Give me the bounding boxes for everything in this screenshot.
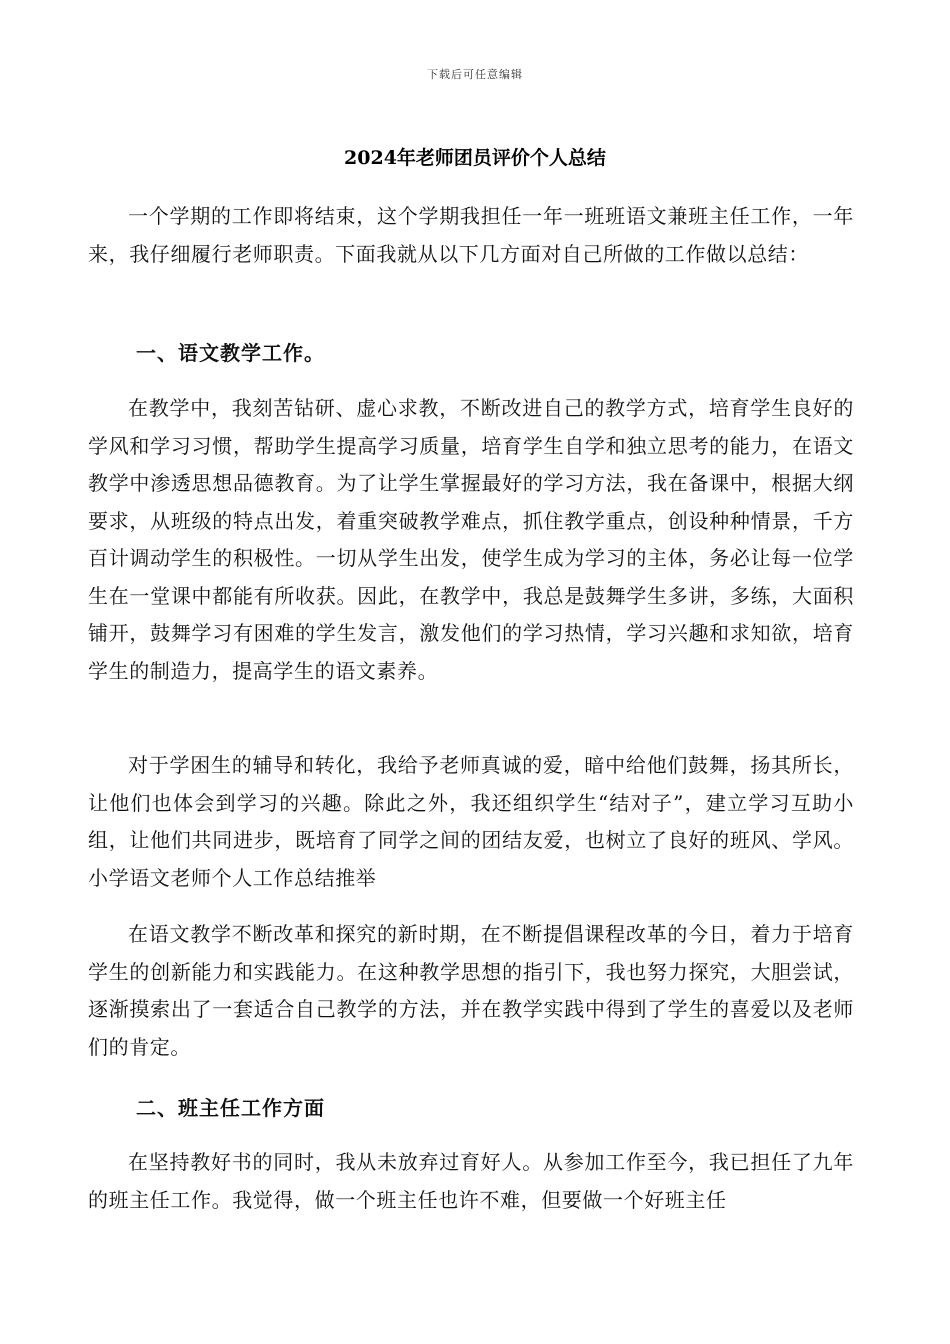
- intro-paragraph: 一个学期的工作即将结束，这个学期我担任一年一班班语文兼班主任工作，一年来，我仔细履行老师职责。下面我就从以下几方面对自己所做的工作做以总结：: [88, 204, 854, 266]
- section-heading-class-teacher: 二、班主任工作方面: [136, 1096, 325, 1120]
- section-heading-teaching: 一、语文教学工作。: [136, 341, 325, 365]
- document-title: 2024年老师团员评价个人总结: [344, 147, 606, 169]
- header-note: 下载后可任意编辑: [427, 68, 523, 81]
- paragraph-reform: 在语文教学不断改革和探究的新时期，在不断提倡课程改革的今日，着力于培育学生的创新能力和实践能力。在这种教学思想的指引下，我也努力探究，大胆尝试，逐渐摸索出了一套适合自己教学的方法，并在教学实践中得到了学生的喜爱以及老师们的肯定。: [88, 922, 854, 1059]
- paragraph-struggling-students: 对于学困生的辅导和转化，我给予老师真诚的爱，暗中给他们鼓舞，扬其所长，让他们也体会到学习的兴趣。除此之外，我还组织学生“结对子”，建立学习互助小组，让他们共同进步，既培育了同学之间的团结友爱，也树立了良好的班风、学风。小学语文老师个人工作总结推举: [88, 753, 854, 890]
- paragraph-teaching-methods: 在教学中，我刻苦钻研、虚心求教，不断改进自己的教学方式，培育学生良好的学风和学习习惯，帮助学生提高学习质量，培育学生自学和独立思考的能力，在语文教学中渗透思想品德教育。为了让学生掌握最好的学习方法，我在备课中，根据大纲要求，从班级的特点出发，着重突破教学难点，抓住教学重点，创设种种情景，千方百计调动学生的积极性。一切从学生出发，使学生成为学习的主体，务必让每一位学生在一堂课中都能有所收获。因此，在教学中，我总是鼓舞学生多讲，多练，大面积铺开，鼓舞学习有困难的学生发言，激发他们的学习热情，学习兴趣和求知欲，培育学生的制造力，提高学生的语文素养。: [88, 396, 854, 683]
- paragraph-class-teacher: 在坚持教好书的同时，我从未放弃过育好人。从参加工作至今，我已担任了九年的班主任工作。我觉得，做一个班主任也许不难，但要做一个好班主任: [88, 1150, 854, 1212]
